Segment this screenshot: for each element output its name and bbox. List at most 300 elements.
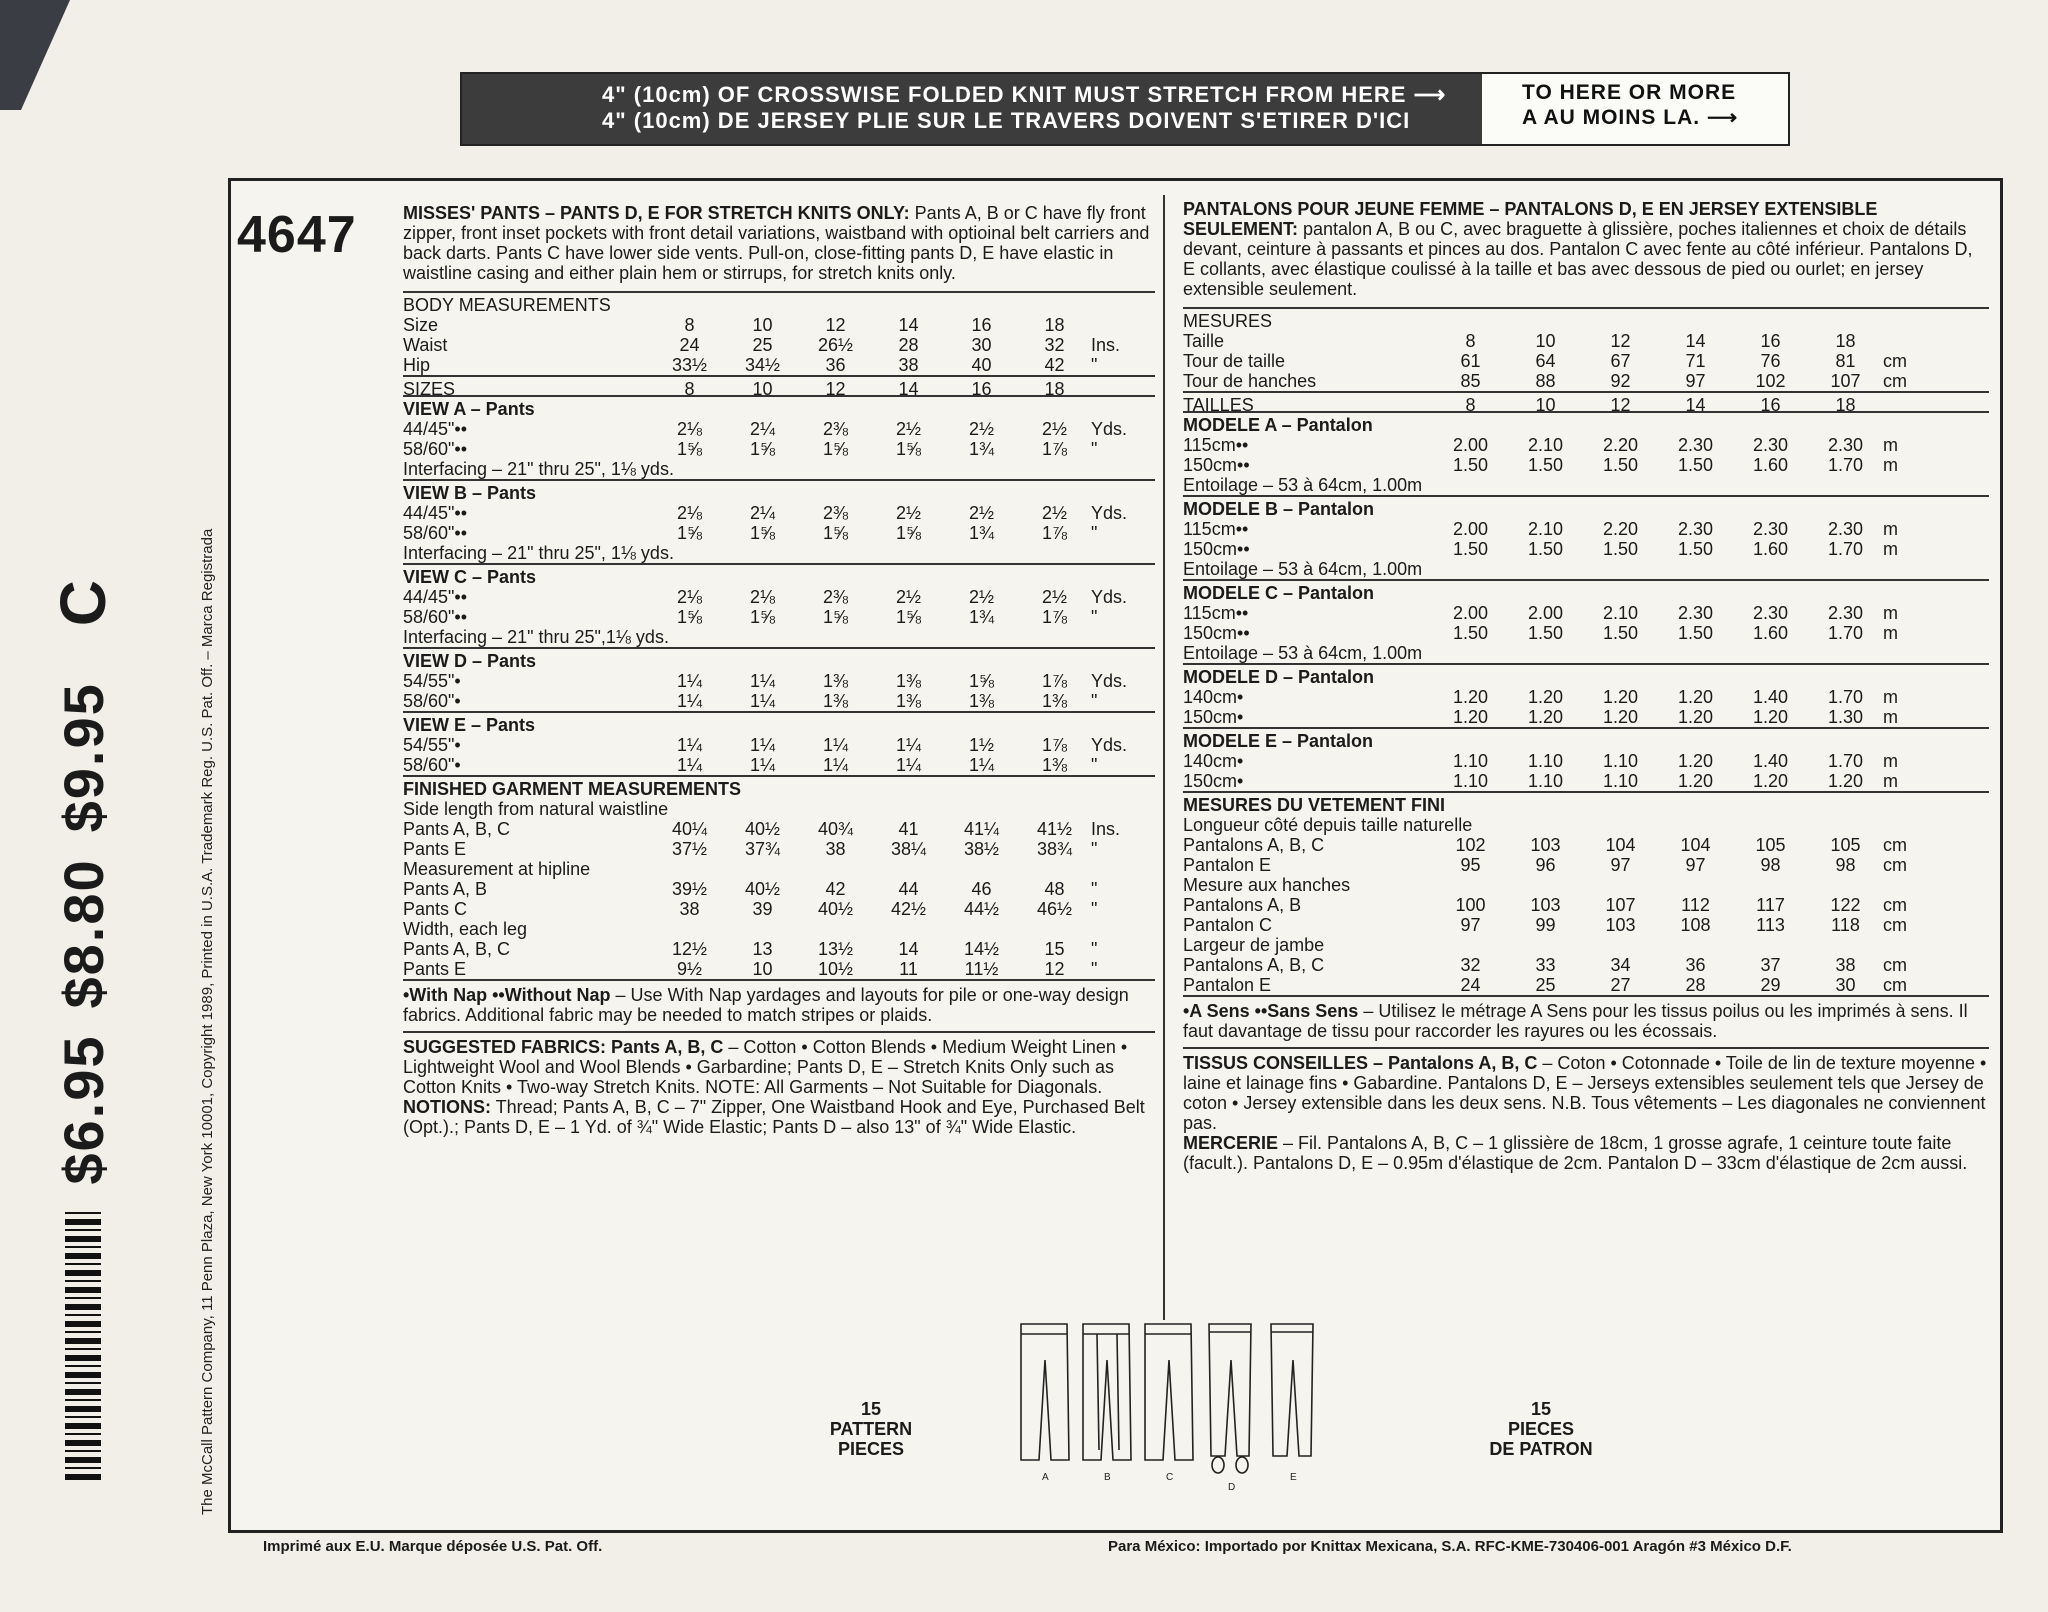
row-value: 1¼ (822, 755, 849, 775)
row-label: 150cm• (1183, 771, 1244, 791)
view-letter-b: B (1104, 1472, 1111, 1483)
row-value: 32 (1044, 335, 1065, 355)
row-value: 1¼ (895, 735, 922, 755)
yardage-section (1183, 727, 1989, 791)
row-value: 1¼ (676, 671, 703, 691)
row-value: 1⅜ (822, 671, 849, 691)
row-value (872, 919, 945, 939)
table-row (1183, 371, 1989, 391)
table-row (403, 439, 1155, 459)
row-value: 103 (1530, 835, 1561, 855)
row-value: 2½ (1041, 587, 1068, 607)
row-value: 1.20 (1827, 771, 1864, 791)
row-unit (1883, 875, 1953, 895)
nap-note (403, 979, 1155, 1031)
row-value: 42 (1044, 355, 1065, 375)
row-value: 38½ (963, 839, 1000, 859)
row-value: 25 (752, 335, 773, 355)
stretch-gauge-to (1482, 74, 1788, 144)
row-unit: " (1091, 839, 1098, 859)
price-strip (38, 580, 128, 1480)
row-label: Waist (403, 335, 448, 355)
row-value: 40 (971, 355, 992, 375)
row-unit: Yds. (1091, 735, 1128, 755)
row-value: 40¼ (671, 819, 708, 839)
sizes-row (1183, 391, 1989, 415)
yardage-section (1183, 663, 1989, 727)
row-label: 140cm• (1183, 751, 1244, 771)
row-value: 118 (1831, 915, 1860, 935)
row-value: 1.20 (1452, 687, 1489, 707)
table-row (1183, 935, 1989, 955)
row-value: 24 (679, 335, 700, 355)
row-value: 85 (1460, 371, 1481, 391)
row-value: 14 (898, 939, 919, 959)
table-row (403, 899, 1155, 919)
size-value: 14 (898, 379, 919, 399)
row-value: 1⅞ (1041, 607, 1068, 627)
row-value: 39½ (671, 879, 708, 899)
view-heading: MODELE E – Pantalon (1183, 731, 1374, 751)
table-row (403, 839, 1155, 859)
table-row (1183, 455, 1989, 475)
nap-note (1183, 995, 1989, 1047)
yardage-section (403, 563, 1155, 647)
table-row (1183, 915, 1989, 935)
row-value: 1.10 (1602, 751, 1639, 771)
row-label: 115cm•• (1183, 435, 1249, 455)
view-letter-e: E (1290, 1472, 1297, 1483)
row-value: 1¼ (749, 735, 776, 755)
row-label: 54/55"• (403, 735, 461, 755)
notions-text: – Fil. Pantalons A, B, C – 1 glissière de 18cm, 1 grosse agrafe, 1 ceinture toute faite (facult.). Pantalons D, E – 0.95m d'élastique de 2cm. Pantalon D – 33cm d'élastique de 2cm aussi. (1183, 1133, 1968, 1173)
row-value: 1.50 (1602, 539, 1639, 559)
row-label: Pants A, B, C (403, 819, 511, 839)
row-value: 1.20 (1677, 687, 1714, 707)
row-value: 11½ (964, 959, 999, 979)
row-value: 40½ (744, 819, 781, 839)
row-value: 1⅝ (822, 439, 849, 459)
pieces-label2-en: PIECES (837, 1439, 905, 1459)
row-value: 1⅝ (676, 439, 703, 459)
row-value: 112 (1681, 895, 1710, 915)
row-value: 1¼ (676, 691, 703, 711)
row-unit: Yds. (1091, 671, 1128, 691)
row-value: 39 (752, 899, 773, 919)
size-value: 16 (971, 379, 992, 399)
row-value: 104 (1605, 835, 1636, 855)
row-value (653, 919, 726, 939)
row-value: 1.10 (1452, 751, 1489, 771)
row-value: 104 (1680, 835, 1711, 855)
row-unit: " (1091, 523, 1098, 543)
row-value: 34½ (744, 355, 781, 375)
row-value (814, 799, 887, 819)
table-row (403, 315, 1155, 335)
row-value: 2½ (1041, 419, 1068, 439)
row-value: 1.20 (1602, 687, 1639, 707)
row-value: 2.30 (1752, 603, 1789, 623)
row-value: 1.50 (1527, 539, 1564, 559)
row-value: 2⅛ (676, 419, 703, 439)
row-value: 1.70 (1827, 687, 1864, 707)
intro-text: Pants A, B or C have fly front zipper, front inset pockets with front detail variations, waistband with optioinal belt carriers and back darts. Pants C have lower side vents. Pull-on, close-fitting pants D, E have elastic in waistline casing and either plain hem or stirrups, for stretch knits only. (403, 203, 1150, 283)
row-label: 150cm• (1183, 707, 1244, 727)
row-unit: " (1091, 959, 1098, 979)
row-value: 1⅜ (895, 691, 922, 711)
finished-measurements-section (403, 775, 1155, 979)
row-value: 2.00 (1527, 603, 1564, 623)
size-value: 10 (1535, 395, 1556, 415)
row-value (1508, 875, 1583, 895)
row-unit (1091, 919, 1146, 939)
yardage-section (403, 395, 1155, 479)
row-value (726, 859, 799, 879)
yardage-section (403, 711, 1155, 775)
row-value: 38 (1835, 955, 1856, 975)
row-label: Tour de taille (1183, 351, 1286, 371)
yardage-section (403, 479, 1155, 563)
row-label: Pants E (403, 839, 467, 859)
view-heading: VIEW E – Pants (403, 715, 536, 735)
row-value: 105 (1830, 835, 1861, 855)
intro-paragraph (1183, 199, 1989, 299)
fabrics-heading: TISSUS CONSEILLES – Pantalons A, B, C (1183, 1053, 1538, 1073)
row-value: 1¼ (676, 755, 703, 775)
footer-left: Imprimé aux E.U. Marque déposée U.S. Pat. Off. (263, 1538, 603, 1555)
row-value: 2.20 (1602, 519, 1639, 539)
row-value (1772, 815, 1847, 835)
row-value: 2½ (895, 419, 922, 439)
pieces-label2-fr: DE PATRON (1489, 1439, 1593, 1459)
row-value: 2.30 (1827, 435, 1864, 455)
section-heading: MESURES (1183, 311, 1273, 331)
size-value: 12 (1610, 395, 1631, 415)
row-value: 37¾ (744, 839, 781, 859)
row-value: 1½ (968, 735, 995, 755)
row-value: 1.50 (1602, 623, 1639, 643)
notions-heading: MERCERIE (1183, 1133, 1279, 1153)
row-value: 1⅞ (1041, 735, 1068, 755)
row-label: 140cm• (1183, 687, 1244, 707)
row-value: 1.30 (1827, 707, 1864, 727)
interfacing-note: Entoilage – 53 à 64cm, 1.00m (1183, 643, 1423, 663)
row-value: 1.20 (1677, 771, 1714, 791)
row-unit (1091, 315, 1146, 335)
row-value (741, 799, 814, 819)
row-value: 2¼ (749, 503, 776, 523)
row-value: 10 (752, 315, 773, 335)
view-heading: MODELE C – Pantalon (1183, 583, 1375, 603)
row-value: 76 (1760, 351, 1781, 371)
row-unit: m (1883, 687, 1898, 707)
row-label: 58/60"•• (403, 439, 468, 459)
row-label: 44/45"•• (403, 419, 468, 439)
row-label: 115cm•• (1183, 603, 1249, 623)
row-value: 14 (898, 315, 919, 335)
section-heading: BODY MEASUREMENTS (403, 295, 611, 315)
row-value: 2.10 (1527, 435, 1564, 455)
row-value (1658, 875, 1733, 895)
row-value: 30 (1835, 975, 1856, 995)
row-unit: " (1091, 691, 1098, 711)
row-label: Pantalon C (1183, 915, 1273, 935)
row-value: 2½ (968, 587, 995, 607)
row-value (1583, 935, 1658, 955)
table-row (403, 735, 1155, 755)
row-value: 2.00 (1452, 519, 1489, 539)
row-value: 1.60 (1752, 455, 1789, 475)
row-value: 1.20 (1752, 707, 1789, 727)
english-column (403, 203, 1155, 1137)
intro-paragraph (403, 203, 1155, 283)
row-value: 64 (1535, 351, 1556, 371)
row-value: 1⅝ (968, 671, 995, 691)
row-unit: m (1883, 623, 1898, 643)
row-value: 102 (1455, 835, 1486, 855)
table-row (403, 419, 1155, 439)
row-value: 46½ (1036, 899, 1073, 919)
table-row (403, 819, 1155, 839)
row-value: 2.00 (1452, 435, 1489, 455)
row-value: 1.20 (1677, 707, 1714, 727)
row-unit: " (1091, 755, 1098, 775)
size-value: 14 (1685, 395, 1706, 415)
row-value: 2½ (895, 587, 922, 607)
row-value (887, 799, 960, 819)
row-value: 1⅝ (676, 607, 703, 627)
row-value: 1.20 (1752, 771, 1789, 791)
table-row (1183, 751, 1989, 771)
table-row (1183, 331, 1989, 351)
body-measurements-section (403, 291, 1155, 375)
row-value: 108 (1680, 915, 1711, 935)
interfacing-note: Interfacing – 21" thru 25",1⅛ yds. (403, 627, 669, 647)
fabrics-notions (1183, 1047, 1989, 1173)
row-value (1433, 935, 1508, 955)
row-value: 13½ (817, 939, 854, 959)
row-value: 28 (898, 335, 919, 355)
row-label: Side length from natural waistline (403, 799, 669, 819)
row-value: 42 (825, 879, 846, 899)
size-value: 10 (752, 379, 773, 399)
pants-view-d-illustration (1209, 1324, 1251, 1473)
row-unit: cm (1883, 915, 1907, 935)
row-unit: cm (1883, 975, 1907, 995)
row-value: 32 (1460, 955, 1481, 975)
row-value: 1¼ (749, 691, 776, 711)
row-unit: Yds. (1091, 587, 1128, 607)
yardage-section (1183, 495, 1989, 579)
row-value: 38¼ (890, 839, 927, 859)
row-value: 34 (1610, 955, 1631, 975)
pants-illustrations (1015, 1320, 1325, 1510)
row-value: 15 (1044, 939, 1065, 959)
row-unit: cm (1883, 351, 1907, 371)
row-label: Pantalon E (1183, 975, 1272, 995)
size-value: 16 (1760, 395, 1781, 415)
row-value: 28 (1685, 975, 1706, 995)
row-value (1847, 815, 1922, 835)
row-value: 1.50 (1452, 455, 1489, 475)
row-value: 2.10 (1527, 519, 1564, 539)
row-unit (1922, 815, 1992, 835)
table-row (403, 959, 1155, 979)
row-value: 1¼ (895, 755, 922, 775)
fabrics-heading: SUGGESTED FABRICS: Pants A, B, C (403, 1037, 724, 1057)
row-value: 1.50 (1677, 455, 1714, 475)
row-value: 1.70 (1827, 455, 1864, 475)
row-value (945, 859, 1018, 879)
row-value: 98 (1835, 855, 1856, 875)
row-value: 10 (752, 959, 773, 979)
row-value: 1⅝ (749, 439, 776, 459)
table-row (1183, 623, 1989, 643)
row-value (726, 919, 799, 939)
stretch-to-fr: A AU MOINS LA. ⟶ (1522, 106, 1739, 129)
fabrics-text: – Coton • Cotonnade • Toile de lin de texture moyenne • laine et lainage fins • Gabardine. Pantalons D, E – Jerseys extensibles seulement tels que Jersey de coton • Jersey extensible dans les deux sens. N.B. Tous vêtements – Les diagonales ne conviennent pas. (1183, 1053, 1987, 1133)
row-label: Hip (403, 355, 431, 375)
row-value: 13 (752, 939, 773, 959)
row-label: Size (403, 315, 439, 335)
table-row (403, 523, 1155, 543)
row-value: 1.50 (1602, 455, 1639, 475)
row-value: 1.20 (1527, 687, 1564, 707)
row-label: 44/45"•• (403, 587, 468, 607)
row-value (1733, 875, 1808, 895)
intro-text: pantalon A, B ou C, avec braguette à glissière, poches italiennes et choix de détails devant, ceinture à passants et pinces au dos. Pantalon C avec fente au côté inférieur. Pantalons D, E collants, avec élastique coulissé à la taille et bas avec dessous de pied ou ourlet; en jersey extensible seulement. (1183, 219, 1973, 299)
row-label: Width, each leg (403, 919, 528, 939)
row-value (1018, 859, 1091, 879)
pants-view-b-illustration (1083, 1324, 1131, 1460)
row-label: Pantalons A, B, C (1183, 835, 1325, 855)
row-value: 42½ (890, 899, 927, 919)
row-value (1508, 935, 1583, 955)
row-value: 10 (1535, 331, 1556, 351)
yardage-section (403, 647, 1155, 711)
row-value: 1¾ (968, 523, 995, 543)
row-value: 1¼ (676, 735, 703, 755)
row-unit: Yds. (1091, 503, 1128, 523)
fabrics-text: – Cotton • Cotton Blends • Medium Weight Linen • Lightweight Wool and Wool Blends • Garbardine; Pants D, E – Stretch Knits Only such as Cotton Knits • Two-way Stretch Knits. NOTE: All Garments – Not Suitable for Diagonals. (403, 1037, 1128, 1097)
barcode (65, 1211, 101, 1480)
row-label: 58/60"•• (403, 607, 468, 627)
row-label: Tour de hanches (1183, 371, 1317, 391)
row-value: 9½ (676, 959, 703, 979)
yardage-section (1183, 411, 1989, 495)
row-unit: m (1883, 751, 1898, 771)
row-unit: m (1883, 455, 1898, 475)
pieces-label1-fr: PIECES (1507, 1419, 1575, 1439)
row-value: 2.20 (1602, 435, 1639, 455)
table-row (403, 671, 1155, 691)
row-label: Pants C (403, 899, 468, 919)
row-value (1658, 935, 1733, 955)
row-value (960, 799, 1033, 819)
row-value: 2½ (968, 419, 995, 439)
row-unit: m (1883, 539, 1898, 559)
row-value: 24 (1460, 975, 1481, 995)
row-value (799, 919, 872, 939)
table-row (1183, 539, 1989, 559)
table-row (1183, 603, 1989, 623)
row-value: 105 (1755, 835, 1786, 855)
row-value: 1.50 (1527, 455, 1564, 475)
stretch-to-en: TO HERE OR MORE (1522, 81, 1737, 104)
row-value: 2⅛ (676, 503, 703, 523)
nap-text: – Utilisez le métrage A Sens pour les tissus poilus ou les imprimés à sens. Il faut davantage de tissu pour raccorder les rayures ou les écossais. (1183, 1001, 1968, 1041)
row-label: Largeur de jambe (1183, 935, 1325, 955)
row-value: 97 (1685, 371, 1706, 391)
notions-heading: NOTIONS: (403, 1097, 491, 1117)
row-value: 12 (1610, 331, 1631, 351)
row-value: 2⅜ (822, 503, 849, 523)
row-value: 1.10 (1527, 751, 1564, 771)
row-value: 1.10 (1452, 771, 1489, 791)
row-unit: m (1883, 603, 1898, 623)
table-row (1183, 351, 1989, 371)
row-value: 33 (1535, 955, 1556, 975)
row-value: 40½ (744, 879, 781, 899)
table-row (403, 939, 1155, 959)
row-label: Longueur côté depuis taille naturelle (1183, 815, 1473, 835)
row-value: 18 (1044, 315, 1065, 335)
nap-heading: •A Sens ••Sans Sens (1183, 1001, 1359, 1021)
row-value: 1⅝ (749, 523, 776, 543)
row-unit (1883, 935, 1953, 955)
view-heading: VIEW C – Pants (403, 567, 537, 587)
row-value: 1.10 (1602, 771, 1639, 791)
row-value: 16 (1760, 331, 1781, 351)
section-heading: MESURES DU VETEMENT FINI (1183, 795, 1446, 815)
row-value: 40¾ (817, 819, 854, 839)
row-value: 12 (1044, 959, 1065, 979)
row-unit: " (1091, 899, 1098, 919)
row-value: 44½ (963, 899, 1000, 919)
row-value: 99 (1535, 915, 1556, 935)
row-value: 61 (1460, 351, 1481, 371)
pattern-number: 4647 (237, 206, 357, 264)
row-unit: cm (1883, 895, 1907, 915)
row-value: 2.00 (1452, 603, 1489, 623)
table-row (403, 691, 1155, 711)
row-value: 8 (1465, 331, 1476, 351)
row-value: 8 (684, 315, 695, 335)
price-code: C (47, 580, 119, 627)
row-value: 36 (1685, 955, 1706, 975)
row-value (1433, 875, 1508, 895)
sizes-row (403, 375, 1155, 399)
price-1: $6.95 (51, 1034, 115, 1185)
row-value: 97 (1685, 855, 1706, 875)
row-unit: Ins. (1091, 335, 1121, 355)
view-heading: MODELE A – Pantalon (1183, 415, 1373, 435)
row-value: 2½ (968, 503, 995, 523)
size-value: 8 (684, 379, 695, 399)
row-value: 1.70 (1827, 539, 1864, 559)
row-unit: m (1883, 519, 1898, 539)
row-value: 11 (899, 959, 918, 979)
row-value: 122 (1830, 895, 1861, 915)
row-label: Taille (1183, 331, 1225, 351)
body-measurements-section (1183, 307, 1989, 391)
table-row (1183, 435, 1989, 455)
table-row (403, 587, 1155, 607)
row-value: 95 (1460, 855, 1481, 875)
stretch-gauge-from (462, 74, 1482, 144)
row-value (1583, 875, 1658, 895)
row-label: 115cm•• (1183, 519, 1249, 539)
